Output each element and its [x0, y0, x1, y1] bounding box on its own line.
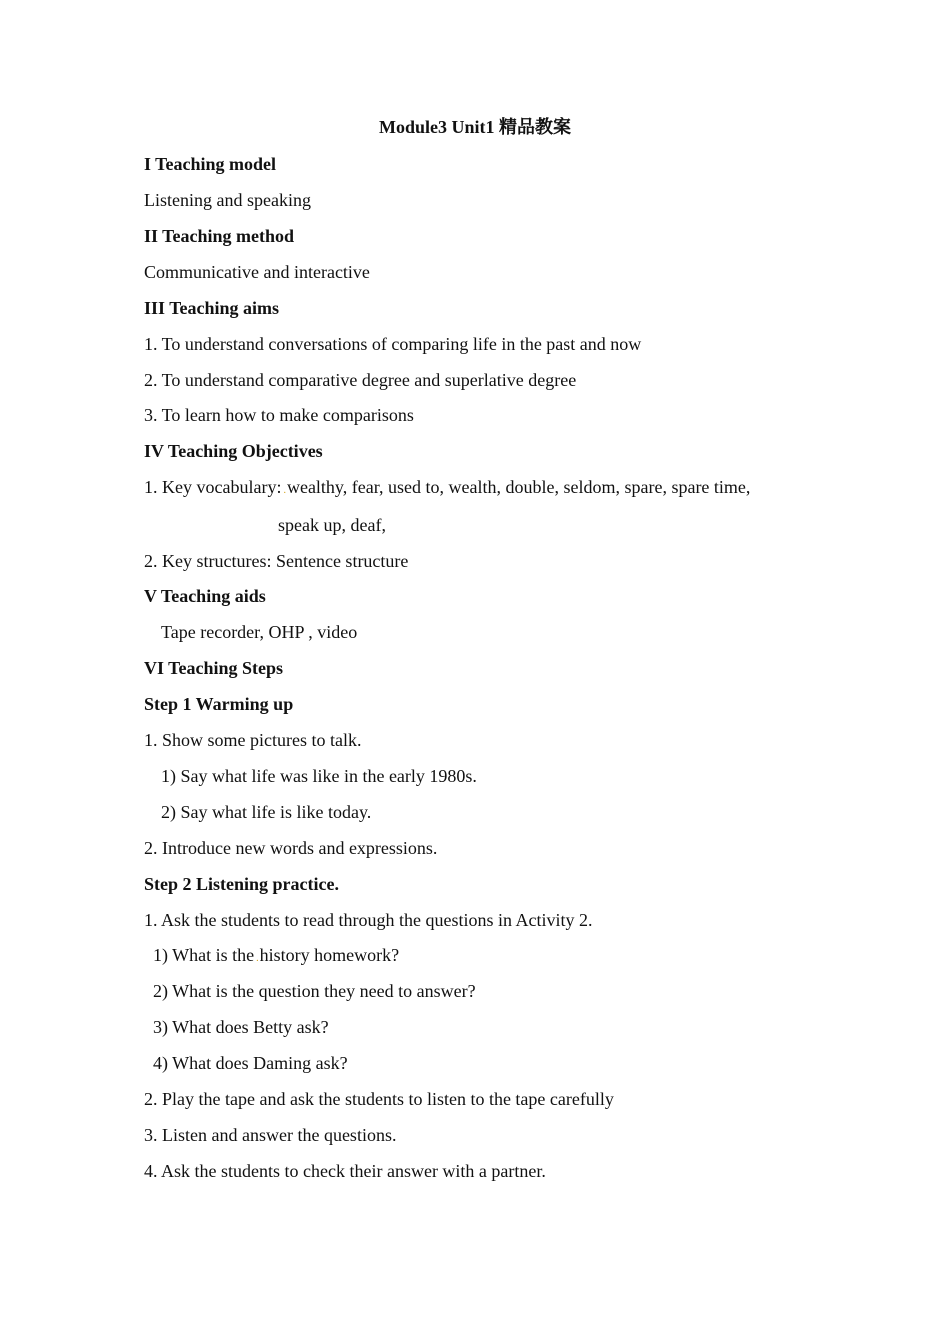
step2-item: 4. Ask the students to check their answer with a partner. — [144, 1161, 546, 1181]
step1-subitem: 2) Say what life is like today. — [161, 802, 372, 822]
annotation-mark: . — [283, 485, 286, 496]
objective-vocabulary-words: wealthy, fear, used to, wealth, double, seldom, spare, spare time, — [286, 477, 751, 497]
objective-vocabulary-label: 1. Key vocabulary: — [144, 477, 282, 497]
aim-item: 1. To understand conversations of comparing life in the past and now — [144, 334, 642, 354]
question1-part-b: history homework? — [259, 945, 400, 965]
section-heading-teaching-model: I Teaching model — [144, 154, 277, 174]
objective-vocabulary — [144, 476, 750, 502]
objective-vocabulary-continued: speak up, deaf, — [278, 515, 386, 535]
step2-question: 2) What is the question they need to answer? — [153, 981, 476, 1001]
step1-subitem: 1) Say what life was like in the early 1980s. — [161, 766, 477, 786]
section-heading-teaching-aids: V Teaching aids — [144, 586, 266, 606]
section-heading-teaching-objectives: IV Teaching Objectives — [144, 441, 323, 461]
aim-item: 2. To understand comparative degree and superlative degree — [144, 370, 577, 390]
step2-item: 1. Ask the students to read through the questions in Activity 2. — [144, 910, 593, 930]
step2-heading: Step 2 Listening practice. — [144, 874, 339, 894]
section-heading-teaching-aims: III Teaching aims — [144, 298, 280, 318]
document-title: Module3 Unit1 精品教案 — [378, 117, 571, 137]
annotation-mark: . — [256, 953, 259, 964]
step2-item: 2. Play the tape and ask the students to listen to the tape carefully — [144, 1089, 614, 1109]
section-heading-teaching-steps: VI Teaching Steps — [144, 658, 284, 678]
step2-question: 4) What does Daming ask? — [153, 1053, 348, 1073]
aim-item: 3. To learn how to make comparisons — [144, 405, 414, 425]
objective-structures: 2. Key structures: Sentence structure — [144, 551, 409, 571]
teaching-model-text: Listening and speaking — [144, 190, 311, 210]
teaching-method-text: Communicative and interactive — [144, 262, 370, 282]
step1-item: 1. Show some pictures to talk. — [144, 730, 362, 750]
step1-item: 2. Introduce new words and expressions. — [144, 838, 438, 858]
step2-question: 3) What does Betty ask? — [153, 1017, 329, 1037]
step2-item: 3. Listen and answer the questions. — [144, 1125, 397, 1145]
question1-part-a: 1) What is the — [153, 945, 255, 965]
section-heading-teaching-method: II Teaching method — [144, 226, 295, 246]
step1-heading: Step 1 Warming up — [144, 694, 294, 714]
teaching-aids-text: Tape recorder, OHP , video — [161, 622, 358, 642]
step2-question — [153, 944, 399, 970]
